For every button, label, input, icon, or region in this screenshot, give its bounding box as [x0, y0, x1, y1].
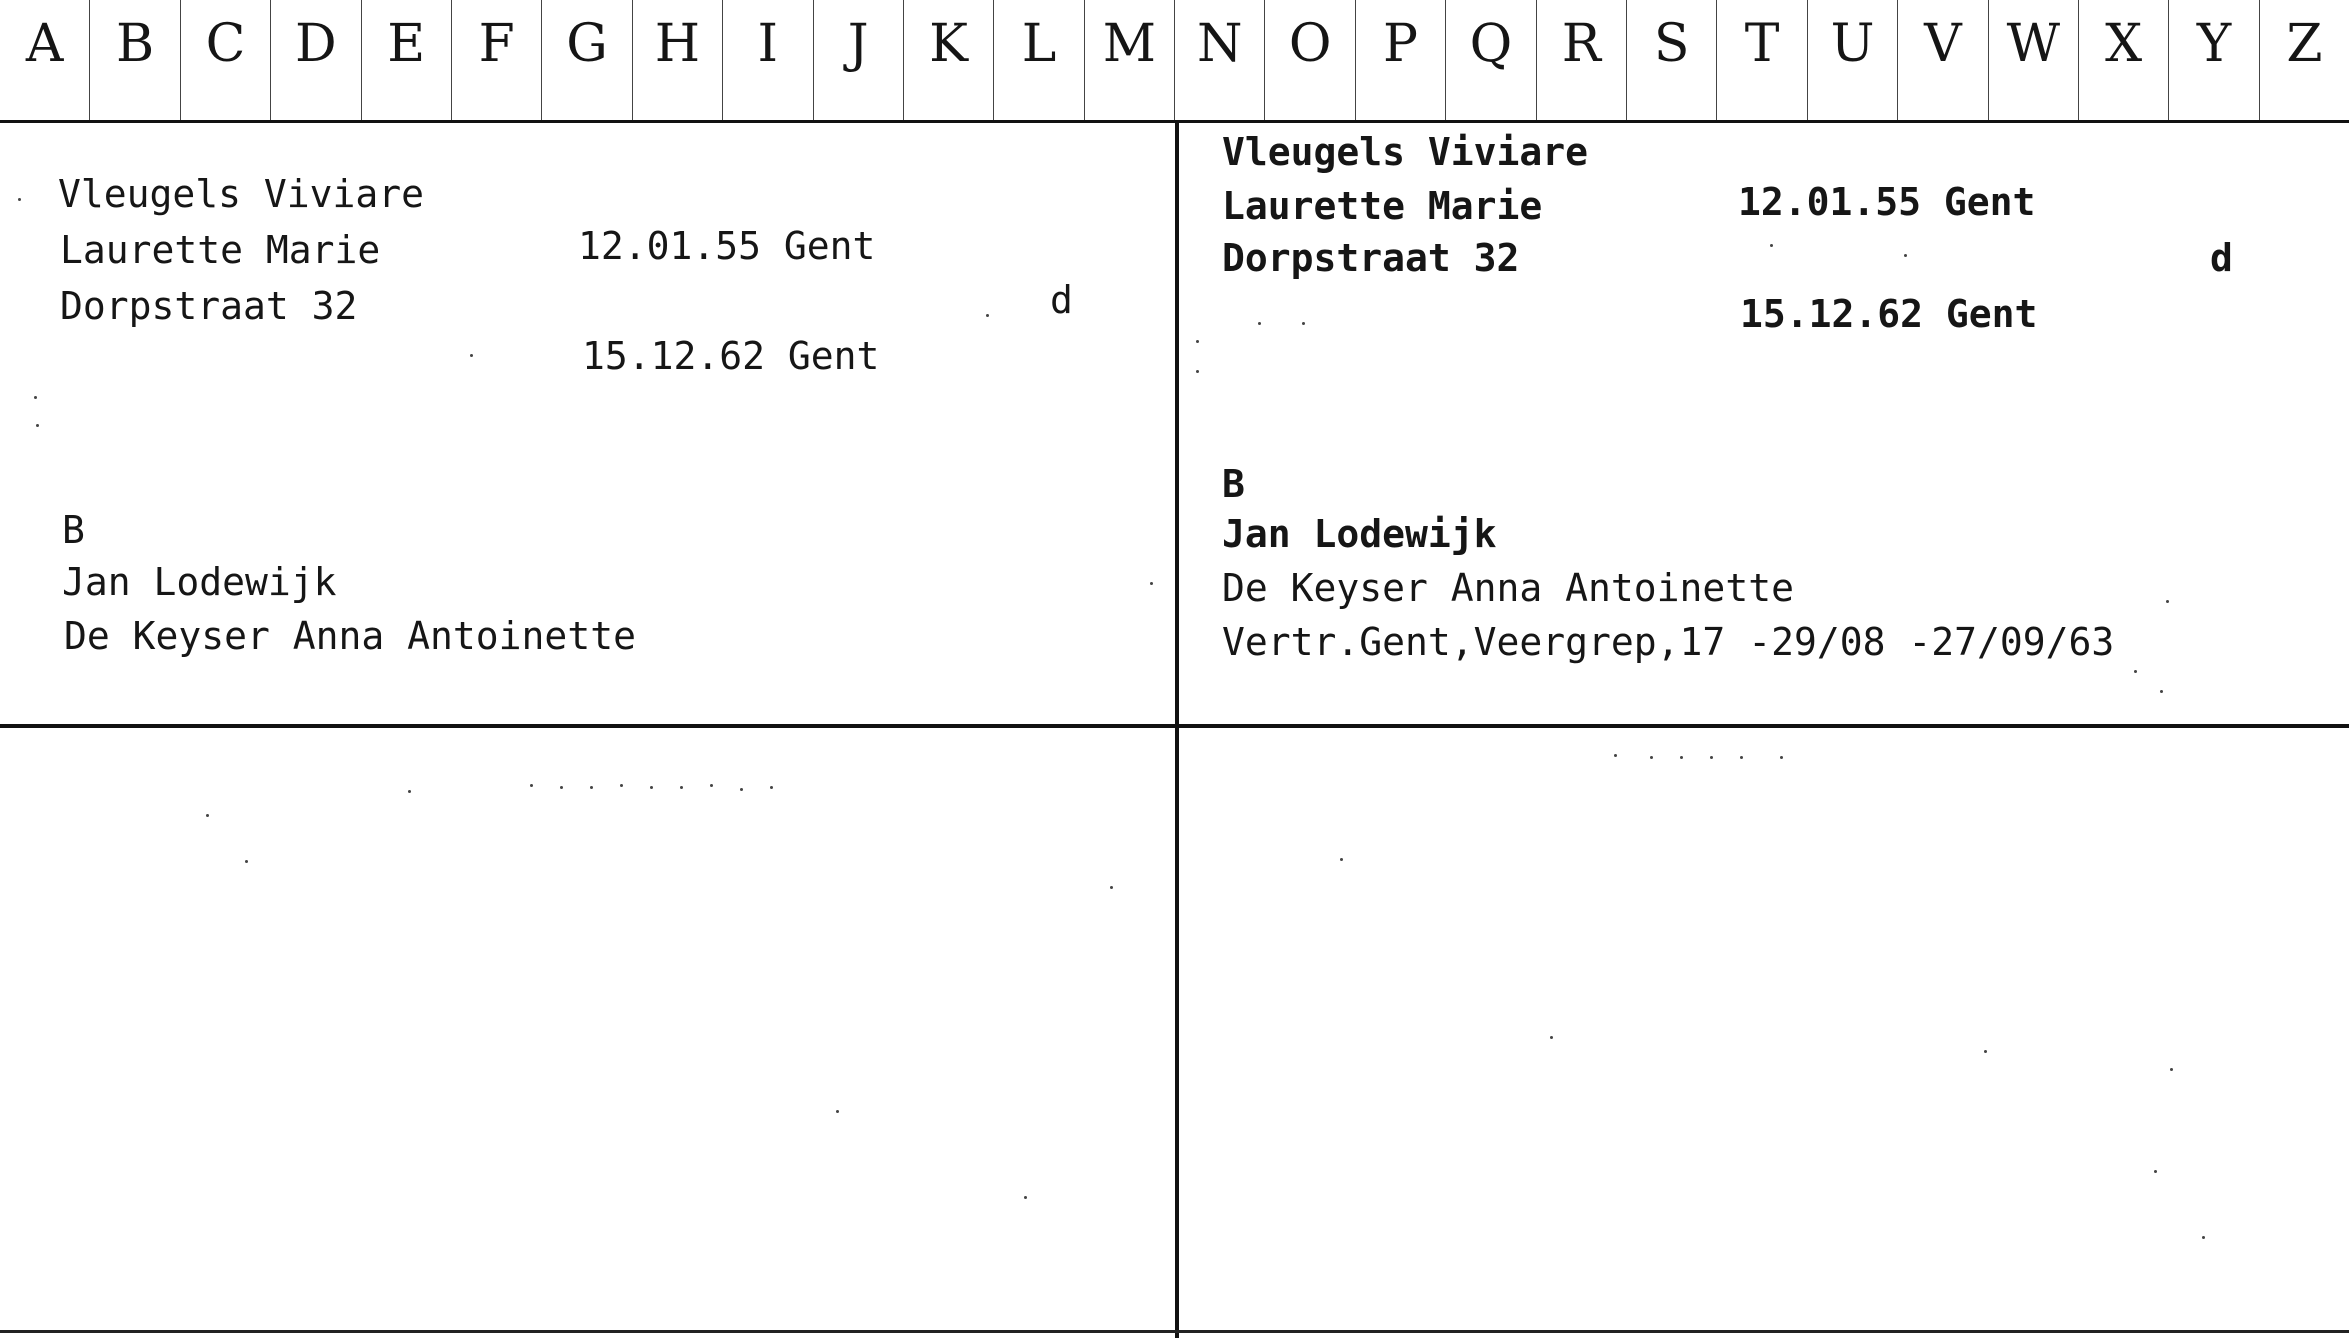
given-names-line: Laurette Marie — [60, 228, 381, 272]
index-letter-r: R — [1536, 0, 1626, 120]
birth-date-place: 12.01.55 Gent — [578, 224, 876, 268]
father-name: Jan Lodewijk — [1222, 512, 1497, 556]
index-letter-g: G — [541, 0, 631, 120]
second-date-place: 15.12.62 Gent — [1740, 292, 2038, 336]
mother-name: De Keyser Anna Antoinette — [1222, 566, 1794, 610]
index-letter-m: M — [1084, 0, 1174, 120]
index-letter-z: Z — [2259, 0, 2349, 120]
second-date-place: 15.12.62 Gent — [582, 334, 880, 378]
surname-line: Vleugels Viviare — [58, 172, 425, 216]
bottom-rule — [0, 1330, 2349, 1333]
index-letter-y: Y — [2168, 0, 2258, 120]
index-letter-w: W — [1988, 0, 2078, 120]
vertical-divider — [1175, 123, 1179, 1338]
index-letter-b: B — [89, 0, 179, 120]
index-letter-t: T — [1716, 0, 1806, 120]
alphabet-index-strip — [0, 0, 2349, 123]
given-names-line: Laurette Marie — [1222, 184, 1543, 228]
code-letter: B — [62, 508, 85, 552]
mother-name: De Keyser Anna Antoinette — [64, 614, 636, 658]
departure-note: Vertr.Gent,Veergrep,17 -29/08 -27/09/63 — [1222, 620, 2115, 664]
index-letter-j: J — [813, 0, 903, 120]
index-letter-h: H — [632, 0, 722, 120]
horizontal-divider — [0, 724, 2349, 728]
index-letter-p: P — [1355, 0, 1445, 120]
index-letter-s: S — [1626, 0, 1716, 120]
marker-letter: d — [2210, 236, 2233, 280]
index-letter-l: L — [993, 0, 1083, 120]
father-name: Jan Lodewijk — [62, 560, 337, 604]
index-letter-k: K — [903, 0, 993, 120]
index-letter-q: Q — [1445, 0, 1535, 120]
index-letter-a: A — [25, 14, 64, 74]
index-letter-d: D — [270, 0, 360, 120]
street-address: Dorpstraat 32 — [1222, 236, 1520, 280]
index-letter-u: U — [1807, 0, 1897, 120]
street-address: Dorpstraat 32 — [60, 284, 358, 328]
surname-line: Vleugels Viviare — [1222, 130, 1589, 174]
index-letter-f: F — [451, 0, 541, 120]
index-letter-e: E — [361, 0, 451, 120]
index-letter-c: C — [180, 0, 270, 120]
index-letter-x: X — [2078, 0, 2168, 120]
index-letter-v: V — [1897, 0, 1987, 120]
marker-letter: d — [1050, 278, 1073, 322]
index-letter-o: O — [1264, 0, 1354, 120]
code-letter: B — [1222, 462, 1245, 506]
index-letter-i: I — [722, 0, 812, 120]
index-letter-n: N — [1174, 0, 1264, 120]
birth-date-place: 12.01.55 Gent — [1738, 180, 2036, 224]
